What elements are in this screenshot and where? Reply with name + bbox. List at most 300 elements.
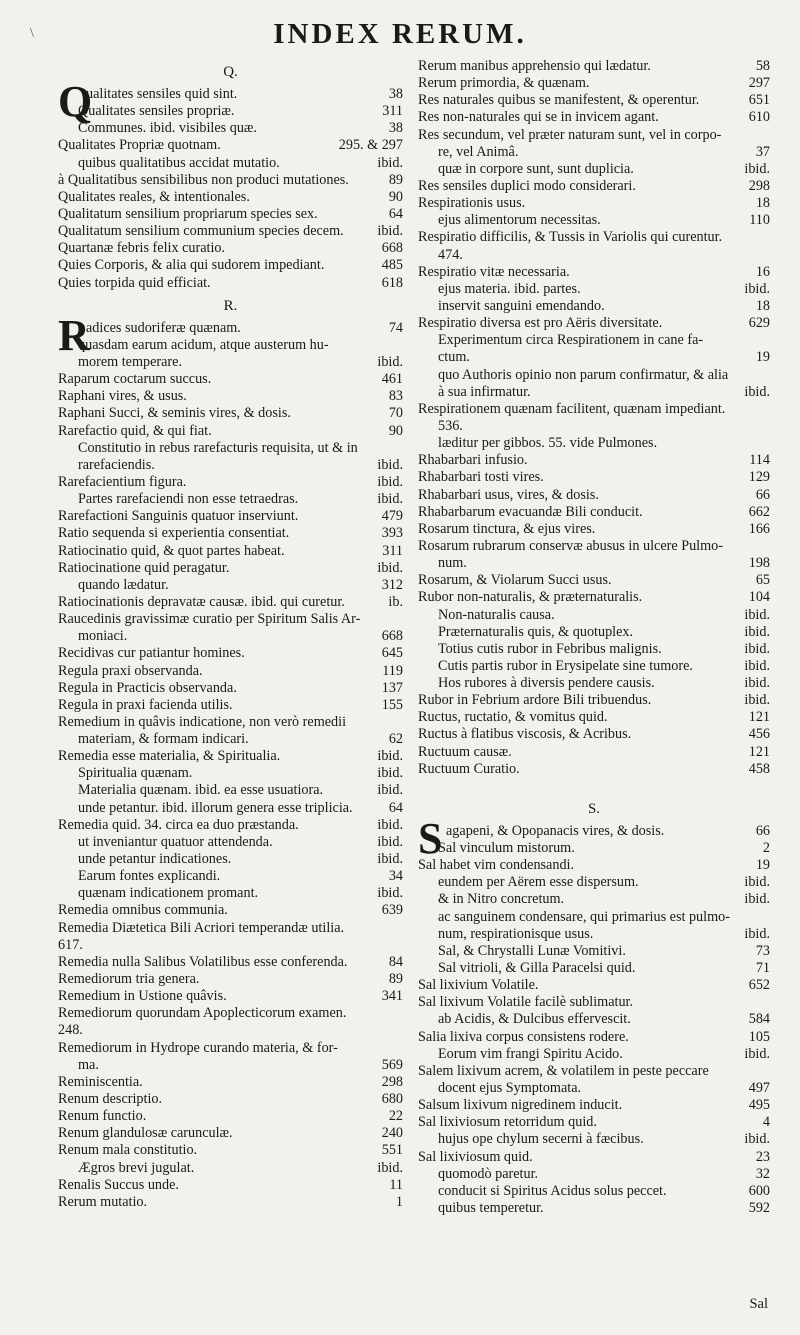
index-entry — [58, 137, 403, 154]
index-entry — [58, 782, 403, 799]
index-entry — [58, 1125, 403, 1142]
entry-text: Rubor non-naturalis, & præternaturalis. — [418, 589, 643, 606]
entry-text: læditur per gibbos. 55. vide Pulmones. — [438, 435, 658, 452]
entry-page-ref: 66 — [755, 486, 770, 503]
entry-text: Communes. ibid. visibiles quæ. — [78, 120, 257, 137]
entry-page-ref: ibid. — [377, 885, 403, 902]
entry-page-ref: 18 — [755, 195, 770, 212]
entry-page-ref: 295. & 297 — [338, 137, 403, 154]
index-entry — [418, 315, 770, 332]
entry-text: Qualitatum sensilium communium species decem. — [58, 223, 344, 240]
entry-text: Sal lixiviosum quid. — [418, 1148, 533, 1165]
entry-text: ejus materia. ibid. partes. — [438, 280, 581, 297]
index-entry — [418, 607, 770, 624]
entry-text: quænam indicationem promant. — [78, 885, 259, 902]
entry-page-ref: 119 — [382, 662, 403, 679]
entry-page-ref: 104 — [748, 589, 770, 606]
entry-text: Sal lixivium Volatile. — [418, 977, 539, 994]
index-entry — [418, 1114, 770, 1131]
index-entry — [418, 1063, 770, 1080]
index-entry — [58, 525, 403, 542]
entry-text: Sal lixiviosum retorridum quid. — [418, 1114, 597, 1131]
entry-page-ref: 4 — [762, 1114, 770, 1131]
index-entry — [58, 257, 403, 274]
entry-page-ref: 312 — [381, 576, 403, 593]
entry-text: Salia lixiva corpus consistens rodere. — [418, 1028, 629, 1045]
section-gap — [418, 778, 770, 795]
entry-page-ref: 497 — [748, 1080, 770, 1097]
entry-page-ref: 198 — [748, 555, 770, 572]
entry-text: Sal lixivum Volatile facilè sublimatur. — [418, 994, 634, 1011]
entry-text: Ructuum causæ. — [418, 743, 512, 760]
entry-text: Remedia quid. 34. circa ea duo præstanda. — [58, 816, 299, 833]
index-entry — [418, 161, 770, 178]
entry-page-ref: 456 — [748, 726, 770, 743]
left-column — [58, 58, 403, 1211]
index-entry — [418, 943, 770, 960]
entry-page-ref: 71 — [755, 960, 770, 977]
index-entry — [58, 937, 403, 954]
index-entry — [418, 744, 770, 761]
entry-text: Quies torpida quid efficiat. — [58, 274, 211, 291]
entry-text: Præternaturalis quis, & quotuplex. — [438, 623, 634, 640]
index-entry — [58, 834, 403, 851]
index-entry — [418, 1166, 770, 1183]
index-entry — [418, 58, 770, 75]
entry-text: 617. — [58, 936, 83, 953]
index-entry — [418, 1200, 770, 1217]
index-entry — [418, 281, 770, 298]
entry-text: Rerum primordia, & quænam. — [418, 75, 590, 92]
entry-page-ref: 73 — [755, 942, 770, 959]
index-entry — [418, 874, 770, 891]
entry-text: Renum functio. — [58, 1108, 147, 1125]
entry-text: Quies Corporis, & alia qui sudorem impediant. — [58, 257, 325, 274]
entry-text: morem temperare. — [78, 353, 182, 370]
entry-page-ref: ibid. — [377, 223, 403, 240]
entry-text: Regula in praxi facienda utilis. — [58, 696, 233, 713]
entry-page-ref: ibid. — [744, 1045, 770, 1062]
index-entry — [418, 840, 770, 857]
index-entry — [418, 298, 770, 315]
entry-text: Ructus à flatibus viscosis, & Acribus. — [418, 726, 632, 743]
entry-text: Ructus, ructatio, & vomitus quid. — [418, 709, 608, 726]
entry-text: 536. — [438, 417, 463, 434]
index-entry — [418, 726, 770, 743]
entry-text: à Qualitatibus sensibilibus non produci mutationes. — [58, 171, 349, 188]
index-entry — [58, 543, 403, 560]
index-entry — [58, 594, 403, 611]
entry-text: Raucedinis gravissimæ curatio per Spiritum Salis Ar- — [58, 611, 361, 628]
entry-page-ref: 110 — [749, 212, 770, 229]
index-entry — [418, 127, 770, 144]
entry-page-ref: 495 — [748, 1097, 770, 1114]
entry-page-ref: 668 — [381, 628, 403, 645]
entry-text: Rarefactio quid, & qui fiat. — [58, 422, 212, 439]
entry-text: Respiratio difficilis, & Tussis in Variolis qui curentur. — [418, 229, 723, 246]
index-entry — [418, 504, 770, 521]
index-entry — [418, 109, 770, 126]
entry-page-ref: 584 — [748, 1011, 770, 1028]
index-entry — [58, 971, 403, 988]
entry-page-ref: 298 — [748, 177, 770, 194]
entry-text: Partes rarefaciendi non esse tetraedras. — [78, 491, 299, 508]
entry-page-ref: 461 — [381, 371, 403, 388]
entry-text: ut inveniantur quatuor attendenda. — [78, 833, 273, 850]
entry-page-ref: 38 — [388, 86, 403, 102]
index-entry — [58, 275, 403, 292]
index-entry — [58, 577, 403, 594]
entry-text: Remediorum quorundam Apoplecticorum examen. — [58, 1005, 347, 1022]
entry-text: Rosarum, & Violarum Succi usus. — [418, 572, 612, 589]
entry-page-ref: 121 — [748, 743, 770, 760]
entry-page-ref: ibid. — [377, 456, 403, 473]
entry-text: Qualitates Propriæ quotnam. — [58, 137, 221, 154]
entry-page-ref: 23 — [755, 1148, 770, 1165]
entry-text: Raphani Succi, & seminis vires, & dosis. — [58, 405, 291, 422]
index-entry — [418, 675, 770, 692]
entry-page-ref: ibid. — [377, 1159, 403, 1176]
entry-text: Remedium in quâvis indicatione, non verò remedii — [58, 713, 347, 730]
entry-text: Remedia omnibus communia. — [58, 902, 228, 919]
entry-page-ref: ib. — [388, 593, 403, 610]
entry-text: ab Acidis, & Dulcibus effervescit. — [438, 1011, 631, 1028]
entry-text: Constitutio in rebus rarefacturis requisita, ut & in — [78, 439, 358, 456]
index-entry — [418, 469, 770, 486]
entry-text: Cutis partis rubor in Erysipelate sine tumore. — [438, 657, 693, 674]
entry-page-ref: 458 — [748, 760, 770, 777]
index-entry — [418, 178, 770, 195]
entry-text: Totius cutis rubor in Febribus malignis. — [438, 640, 662, 657]
index-entry — [418, 658, 770, 675]
entry-page-ref: 64 — [388, 205, 403, 222]
entry-text: Res secundum, vel præter naturam sunt, vel in corpo- — [418, 126, 722, 143]
entry-page-ref: 298 — [381, 1073, 403, 1090]
entry-text: Experimentum circa Respirationem in cane fa- — [438, 332, 704, 349]
index-entry — [58, 800, 403, 817]
index-entry — [418, 1080, 770, 1097]
entry-page-ref: ibid. — [377, 816, 403, 833]
index-entry — [418, 909, 770, 926]
entry-text: à sua infirmatur. — [438, 383, 531, 400]
entry-text: Rhabarbari infusio. — [418, 452, 528, 469]
index-entry — [418, 487, 770, 504]
entry-page-ref: ibid. — [744, 160, 770, 177]
margin-mark: \ — [30, 26, 34, 41]
index-entry — [418, 1029, 770, 1046]
entry-page-ref: 651 — [748, 92, 770, 109]
entry-text: quando lædatur. — [78, 576, 169, 593]
entry-page-ref: ibid. — [377, 851, 403, 868]
index-entry — [58, 1022, 403, 1039]
entry-page-ref: ibid. — [744, 925, 770, 942]
entry-text: ejus alimentorum necessitas. — [438, 212, 601, 229]
index-entry — [58, 680, 403, 697]
entry-text: Remedia Diætetica Bili Acriori temperandæ utilia. — [58, 919, 345, 936]
index-entry — [418, 709, 770, 726]
index-entry — [58, 817, 403, 834]
entry-page-ref: 479 — [381, 508, 403, 525]
entry-page-ref: 618 — [381, 274, 403, 291]
index-entry — [418, 994, 770, 1011]
catchword: Sal — [749, 1296, 768, 1312]
entry-page-ref: ibid. — [744, 657, 770, 674]
index-entry — [418, 1097, 770, 1114]
entry-text: Renum mala constitutio. — [58, 1142, 198, 1159]
entry-page-ref: 341 — [381, 988, 403, 1005]
entry-text: Qualitatum sensilium propriarum species sex. — [58, 205, 318, 222]
entry-page-ref: 37 — [755, 143, 770, 160]
entry-page-ref: 11 — [389, 1176, 403, 1193]
index-entry — [58, 223, 403, 240]
entry-text: Raphani vires, & usus. — [58, 388, 187, 405]
entry-text: quasdam earum acidum, atque austerum hu- — [78, 336, 329, 353]
entry-page-ref: 645 — [381, 645, 403, 662]
entry-page-ref: 58 — [755, 58, 770, 74]
entry-text: ma. — [78, 1056, 99, 1073]
entry-text: quibus temperetur. — [438, 1200, 544, 1216]
index-entry — [418, 1011, 770, 1028]
index-entry — [418, 857, 770, 874]
entry-text: unde petantur indicationes. — [78, 851, 232, 868]
index-entry — [58, 491, 403, 508]
index-entry — [58, 765, 403, 782]
entry-page-ref: 18 — [755, 297, 770, 314]
entry-text: re, vel Animâ. — [438, 143, 519, 160]
entry-text: Respirationis usus. — [418, 195, 526, 212]
entry-page-ref: 639 — [381, 902, 403, 919]
index-entry — [58, 337, 403, 354]
index-entry — [418, 1183, 770, 1200]
index-entry — [58, 1177, 403, 1194]
entry-text: Res sensiles duplici modo considerari. — [418, 177, 636, 194]
entry-text: Ructuum Curatio. — [418, 760, 520, 777]
entry-page-ref: ibid. — [744, 1131, 770, 1148]
index-entry — [58, 457, 403, 474]
entry-text: Rerum manibus apprehensio qui lædatur. — [418, 58, 651, 74]
entry-page-ref: ibid. — [377, 559, 403, 576]
entry-page-ref: 240 — [381, 1125, 403, 1142]
entry-page-ref: ibid. — [377, 473, 403, 490]
index-entry — [58, 1057, 403, 1074]
entry-text: Rubor in Febrium ardore Bili tribuendus. — [418, 692, 652, 709]
index-entry — [418, 247, 770, 264]
index-entry — [58, 388, 403, 405]
index-entry — [418, 195, 770, 212]
entry-text: Rhabarbari usus, vires, & dosis. — [418, 486, 599, 503]
entry-page-ref: 569 — [381, 1056, 403, 1073]
entry-text: num, respirationisque usus. — [438, 925, 594, 942]
entry-page-ref: 551 — [381, 1142, 403, 1159]
section-letter: Q. — [223, 64, 238, 80]
entry-page-ref: 89 — [388, 171, 403, 188]
index-entry — [418, 641, 770, 658]
entry-text: Remediorum in Hydrope curando materia, & for- — [58, 1039, 338, 1056]
entry-page-ref: ibid. — [377, 765, 403, 782]
entry-text: Eorum vim frangi Spiritu Acido. — [438, 1045, 623, 1062]
index-entry — [58, 1108, 403, 1125]
index-entry — [58, 172, 403, 189]
index-entry — [58, 851, 403, 868]
index-entry — [58, 206, 403, 223]
index-entry — [418, 349, 770, 366]
index-entry — [418, 401, 770, 418]
entry-text: quæ in corpore sunt, sunt duplicia. — [438, 160, 634, 177]
index-entry — [58, 988, 403, 1005]
drop-capital: S — [418, 813, 443, 863]
entry-page-ref: 74 — [388, 319, 403, 336]
entry-text: Hos rubores à diversis pendere causis. — [438, 675, 655, 692]
entry-text: eundem per Aërem esse dispersum. — [438, 874, 639, 891]
entry-text: Rarefacientium figura. — [58, 473, 187, 490]
index-entry — [58, 474, 403, 491]
index-entry — [418, 75, 770, 92]
entry-text: rarefaciendis. — [78, 456, 155, 473]
entry-page-ref: 1 — [395, 1193, 403, 1210]
entry-page-ref: 680 — [381, 1091, 403, 1108]
entry-text: Salem lixivum acrem, & volatilem in peste peccare — [418, 1062, 709, 1079]
index-entry — [418, 926, 770, 943]
entry-page-ref: 629 — [748, 315, 770, 332]
index-entry — [58, 731, 403, 748]
index-entry — [418, 624, 770, 641]
index-entry — [418, 332, 770, 349]
entry-text: quo Authoris opinio non parum confirmatur, & alia — [438, 366, 729, 383]
entry-text: Ægros brevi jugulat. — [78, 1159, 195, 1176]
entry-text: Remedia esse materialia, & Spiritualia. — [58, 748, 281, 765]
index-entry — [58, 885, 403, 902]
entry-text: Res naturales quibus se manifestent, & operentur. — [418, 92, 700, 109]
entry-text: Remediorum tria genera. — [58, 971, 200, 988]
entry-page-ref: 34 — [388, 868, 403, 885]
entry-page-ref: 297 — [748, 75, 770, 92]
index-entry — [58, 1194, 403, 1211]
index-entry — [418, 960, 770, 977]
section-letter: R. — [223, 297, 238, 314]
entry-text: inservit sanguini emendando. — [438, 297, 605, 314]
entry-page-ref: ibid. — [377, 748, 403, 765]
entry-text: Sal vitrioli, & Gilla Paracelsi quid. — [438, 960, 636, 977]
entry-text: Renum glandulosæ carunculæ. — [58, 1125, 233, 1142]
index-entry — [58, 440, 403, 457]
entry-text: Ratiocinatio quid, & quot partes habeat. — [58, 542, 285, 559]
entry-page-ref: 90 — [388, 188, 403, 205]
index-entry — [58, 354, 403, 371]
entry-text: Ratiocinationis depravatæ causæ. ibid. qui curetur. — [58, 593, 345, 610]
entry-page-ref: 137 — [381, 679, 403, 696]
index-entry — [58, 423, 403, 440]
index-entry — [58, 1005, 403, 1022]
entry-text: Rerum mutatio. — [58, 1193, 148, 1210]
entry-text: Regula in Practicis observanda. — [58, 679, 237, 696]
entry-text: agapeni, & Opopanacis vires, & dosis. — [446, 822, 665, 839]
entry-page-ref: 65 — [755, 572, 770, 589]
entry-text: Qualitates sensiles propriæ. — [78, 103, 235, 120]
index-entry — [418, 589, 770, 606]
entry-text: Remedia nulla Salibus Volatilibus esse conferenda. — [58, 953, 348, 970]
index-entry — [418, 1149, 770, 1166]
index-entry — [418, 435, 770, 452]
entry-text: Qualitates reales, & intentionales. — [58, 188, 250, 205]
entry-page-ref: 311 — [382, 103, 403, 120]
index-entry — [58, 920, 403, 937]
entry-text: Rhabarbarum evacuandæ Bili conducit. — [418, 503, 643, 520]
section-letter: S. — [587, 800, 601, 817]
entry-text: Renum descriptio. — [58, 1091, 163, 1108]
entry-text: Sal, & Chrystalli Lunæ Vomitivi. — [438, 942, 626, 959]
index-entry — [58, 1091, 403, 1108]
entry-page-ref: 668 — [381, 240, 403, 257]
entry-text: unde petantur. ibid. illorum genera esse triplicia. — [78, 799, 353, 816]
entry-text: quomodò paretur. — [438, 1165, 539, 1182]
entry-text: Respiratio vitæ necessaria. — [418, 263, 570, 280]
entry-page-ref: ibid. — [744, 874, 770, 891]
entry-page-ref: ibid. — [377, 154, 403, 171]
entry-text: conducit si Spiritus Acidus solus peccet. — [438, 1182, 667, 1199]
index-entry — [58, 120, 403, 137]
entry-text: Recidivas cur patiantur homines. — [58, 645, 245, 662]
index-entry — [418, 538, 770, 555]
entry-text: Regula praxi observanda. — [58, 662, 203, 679]
entry-text: quibus qualitatibus accidat mutatio. — [78, 154, 280, 171]
index-entry — [58, 697, 403, 714]
index-entry — [58, 645, 403, 662]
entry-text: Respiratio diversa est pro Aëris diversitate. — [418, 315, 663, 332]
entry-text: moniaci. — [78, 628, 128, 645]
entry-page-ref: 485 — [381, 257, 403, 274]
entry-page-ref: 84 — [388, 953, 403, 970]
entry-text: Rosarum tinctura, & ejus vires. — [418, 520, 596, 537]
index-entry — [418, 212, 770, 229]
entry-text: Respirationem quænam facilitent, quænam impediant. — [418, 400, 726, 417]
entry-page-ref: 311 — [382, 542, 403, 559]
entry-text: Sal vinculum mistorum. — [438, 840, 575, 857]
entry-page-ref: 600 — [748, 1182, 770, 1199]
entry-page-ref: ibid. — [744, 606, 770, 623]
index-entry — [58, 611, 403, 628]
entry-page-ref: 62 — [388, 731, 403, 748]
entry-page-ref: 105 — [748, 1028, 770, 1045]
index-entry — [418, 977, 770, 994]
index-entry — [418, 1046, 770, 1063]
index-entry — [418, 521, 770, 538]
entry-text: hujus ope chylum secerni à fæcibus. — [438, 1131, 644, 1148]
entry-text: & in Nitro concretum. — [438, 891, 565, 908]
index-entry — [418, 229, 770, 246]
entry-text: ac sanguinem condensare, qui primarius est pulmo- — [438, 908, 730, 925]
entry-text: Spiritualia quænam. — [78, 765, 193, 782]
index-entry — [418, 264, 770, 281]
entry-text: ctum. — [438, 349, 470, 366]
entry-page-ref: 22 — [388, 1108, 403, 1125]
entry-page-ref: 66 — [755, 822, 770, 839]
drop-capital: Q — [58, 77, 93, 126]
entry-page-ref: 19 — [755, 349, 770, 366]
index-entry — [418, 384, 770, 401]
index-entry — [418, 1131, 770, 1148]
index-entry — [58, 663, 403, 680]
index-entry — [418, 572, 770, 589]
entry-page-ref: ibid. — [377, 491, 403, 508]
entry-page-ref: 166 — [748, 520, 770, 537]
entry-text: materiam, & formam indicari. — [78, 731, 249, 748]
entry-text: Rhabarbari tosti vires. — [418, 469, 544, 486]
index-entry — [58, 405, 403, 422]
entry-page-ref: 155 — [381, 696, 403, 713]
index-entry — [58, 1142, 403, 1159]
index-entry — [418, 452, 770, 469]
entry-page-ref: ibid. — [744, 640, 770, 657]
